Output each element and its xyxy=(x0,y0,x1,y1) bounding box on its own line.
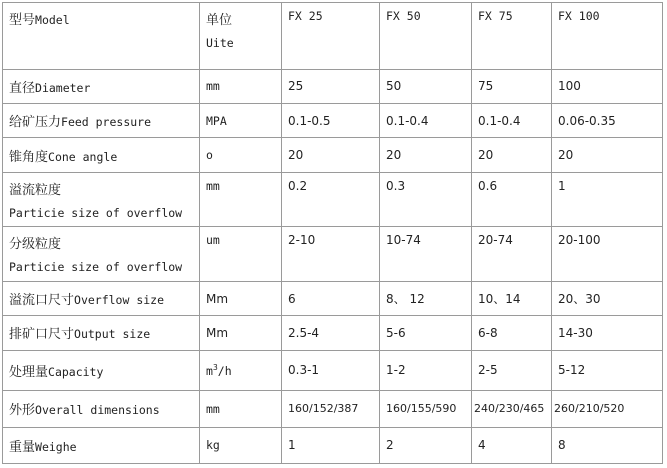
table-row xyxy=(3,104,663,138)
table-row xyxy=(3,172,663,227)
cell-fx25: 0.3-1 xyxy=(282,350,380,390)
cell-fx25: 2.5-4 xyxy=(282,316,380,350)
cell-fx25: 160/152/387 xyxy=(282,391,380,427)
hydrocyclone-spec-table xyxy=(2,2,663,464)
table-row xyxy=(3,427,663,464)
cell-fx50: 10-74 xyxy=(380,227,472,282)
table-row xyxy=(3,350,663,390)
cell-fx75: 75 xyxy=(472,69,552,103)
cell-fx75: 240/230/465 xyxy=(472,391,552,427)
row-label: 排矿口尺寸Output size xyxy=(3,316,200,350)
cell-fx25: 2-10 xyxy=(282,227,380,282)
cell-fx50: 0.1-0.4 xyxy=(380,104,472,138)
cell-fx100: 0.06-0.35 xyxy=(552,104,663,138)
col-header-fx50: FX 50 xyxy=(380,3,472,70)
row-unit: mm xyxy=(200,69,282,103)
row-label: 外形Overall dimensions xyxy=(3,391,200,427)
cell-fx50: 8、 12 xyxy=(380,281,472,315)
cell-fx25: 0.1-0.5 xyxy=(282,104,380,138)
cell-fx75: 2-5 xyxy=(472,350,552,390)
table-row xyxy=(3,138,663,172)
header-row xyxy=(3,3,663,70)
cell-fx25: 20 xyxy=(282,138,380,172)
row-label: 溢流粒度 Particie size of overflow xyxy=(3,172,200,227)
table-row xyxy=(3,227,663,282)
row-unit: Mm xyxy=(200,281,282,315)
row-unit: Mm xyxy=(200,316,282,350)
table-row xyxy=(3,281,663,315)
cell-fx50: 0.3 xyxy=(380,172,472,227)
row-unit: MPA xyxy=(200,104,282,138)
col-header-fx100: FX 100 xyxy=(552,3,663,70)
cell-fx100: 100 xyxy=(552,69,663,103)
row-label: 锥角度Cone angle xyxy=(3,138,200,172)
cell-fx75: 0.1-0.4 xyxy=(472,104,552,138)
model-header-cell xyxy=(3,3,200,70)
cell-fx75: 0.6 xyxy=(472,172,552,227)
row-label: 直径Diameter xyxy=(3,69,200,103)
row-unit: $m^3/h$ xyxy=(200,350,282,390)
cell-fx50: 5-6 xyxy=(380,316,472,350)
row-unit: um xyxy=(200,227,282,282)
cell-fx25: 6 xyxy=(282,281,380,315)
cell-fx50: 160/155/590 xyxy=(380,391,472,427)
unit-header-en: Uite xyxy=(206,36,234,50)
cell-fx50: 20 xyxy=(380,138,472,172)
row-unit: kg xyxy=(200,427,282,464)
table-row xyxy=(3,316,663,350)
cell-fx75: 20-74 xyxy=(472,227,552,282)
cell-fx100: 8 xyxy=(552,427,663,464)
row-label: 溢流口尺寸Overflow size xyxy=(3,281,200,315)
unit-header-cell xyxy=(200,3,282,70)
table-row xyxy=(3,391,663,427)
cell-fx100: 14-30 xyxy=(552,316,663,350)
col-header-fx75: FX 75 xyxy=(472,3,552,70)
model-header-en: Model xyxy=(35,13,70,27)
row-label: 给矿压力Feed pressure xyxy=(3,104,200,138)
cell-fx50: 2 xyxy=(380,427,472,464)
model-header-cn: 型号 xyxy=(9,13,36,28)
row-label: 分级粒度 Particie size of overflow xyxy=(3,227,200,282)
cell-fx75: 20 xyxy=(472,138,552,172)
cell-fx25: 25 xyxy=(282,69,380,103)
cell-fx100: 1 xyxy=(552,172,663,227)
unit-header-cn: 单位 xyxy=(206,13,233,28)
cell-fx100: 20-100 xyxy=(552,227,663,282)
cell-fx50: 1-2 xyxy=(380,350,472,390)
row-label: 重量Weighe xyxy=(3,427,200,464)
cell-fx100: 260/210/520 xyxy=(552,391,663,427)
table-row xyxy=(3,69,663,103)
cell-fx75: 10、14 xyxy=(472,281,552,315)
cell-fx75: 6-8 xyxy=(472,316,552,350)
cell-fx50: 50 xyxy=(380,69,472,103)
row-label: 处理量Capacity xyxy=(3,350,200,390)
cell-fx100: 5-12 xyxy=(552,350,663,390)
row-unit: mm xyxy=(200,391,282,427)
cell-fx25: 0.2 xyxy=(282,172,380,227)
cell-fx25: 1 xyxy=(282,427,380,464)
row-unit: mm xyxy=(200,172,282,227)
cell-fx75: 4 xyxy=(472,427,552,464)
row-unit: o xyxy=(200,138,282,172)
cell-fx100: 20、30 xyxy=(552,281,663,315)
cell-fx100: 20 xyxy=(552,138,663,172)
col-header-fx25: FX 25 xyxy=(282,3,380,70)
